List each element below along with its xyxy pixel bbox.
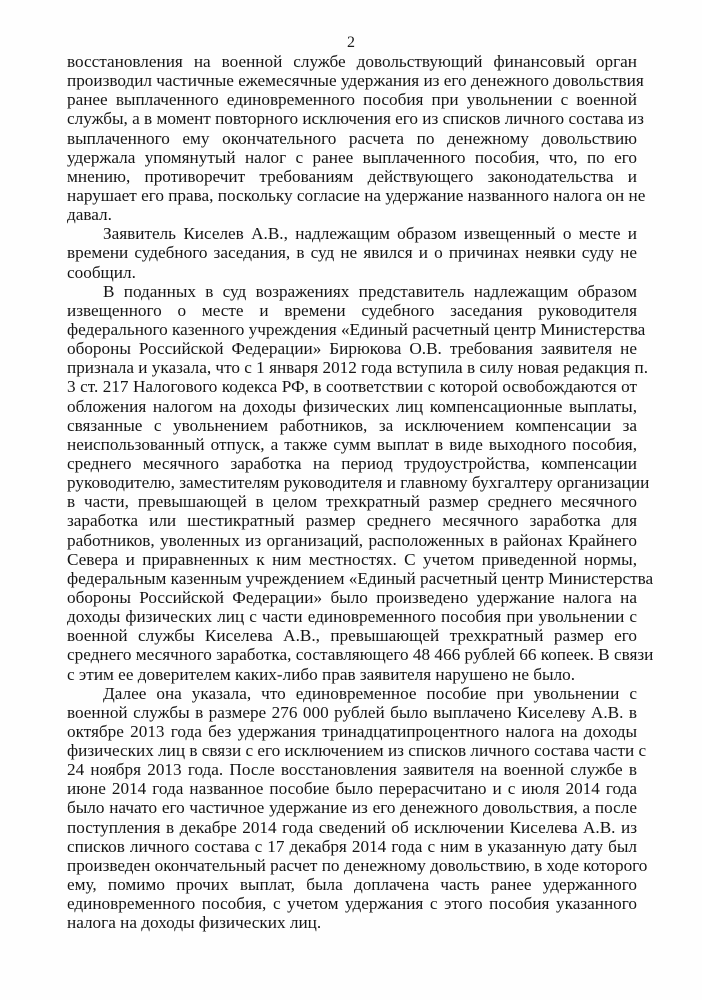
text-line: 3 ст. 217 Налогового кодекса РФ, в соответствии с которой освобождаются от (67, 377, 637, 397)
text-line: федеральным казенным учреждением «Единый расчетный центр Министерства (67, 568, 654, 588)
paragraph (67, 683, 648, 933)
text-line: доходы физических лиц с части единовременного пособия при увольнении с (67, 607, 637, 627)
text-line: обороны Российской Федерации» Бирюкова О.В. требования заявителя не (67, 339, 637, 359)
paragraph (67, 281, 654, 684)
document-body (67, 52, 654, 933)
text-line: Далее она указала, что единовременное пособие при увольнении с (103, 683, 637, 703)
text-line: руководителю, заместителям руководителя и главному бухгалтеру организации (67, 473, 650, 493)
text-line: среднего месячного заработка на период трудоустройства, компенсации (67, 453, 637, 473)
text-line: с этим ее доверителем каких-либо прав заявителя нарушено не было. (67, 664, 576, 684)
text-line: неиспользованный отпуск, а также сумм выплат в виде выходного пособия, (67, 434, 637, 454)
text-line: обороны Российской Федерации» было произведено удержание налога на (67, 587, 637, 607)
text-line: связанные с увольнением работников, за исключением компенсации за (67, 415, 637, 435)
text-line: ранее выплаченного единовременного пособия при увольнении с военной (67, 90, 637, 110)
text-line: Севера и приравненных к ним местностях. С учетом приведенной нормы, (67, 549, 637, 569)
text-line: заработка или шестикратный размер среднего месячного заработка для (67, 511, 637, 531)
text-line: октябре 2013 года без удержания тринадцатипроцентного налога на доходы (67, 721, 637, 741)
text-line: военной службы в размере 276 000 рублей было выплачено Киселеву А.В. в (67, 702, 637, 722)
text-line: произведен окончательный расчет по денежному довольствию, в ходе которого (67, 855, 648, 875)
text-line: производил частичные ежемесячные удержания из его денежного довольствия (67, 71, 644, 91)
text-line: времени судебного заседания, в суд не явился и о причинах неявки суду не (67, 243, 637, 263)
text-line: Заявитель Киселев А.В., надлежащим образом извещенный о месте и (103, 224, 637, 244)
text-line: физических лиц в связи с его исключением из списков личного состава части с (67, 741, 647, 761)
paragraph (67, 52, 646, 225)
text-line: извещенного о месте и времени судебного заседания руководителя (67, 300, 637, 320)
text-line: среднего месячного заработка, составляющего 48 466 рублей 66 копеек. В связи (67, 645, 654, 665)
text-line: В поданных в суд возражениях представитель надлежащим образом (103, 281, 637, 301)
text-line: единовременного пособия, с учетом удержания с этого пособия указанного (67, 894, 637, 914)
text-line: службы, а в момент повторного исключения его из списков личного состава из (67, 109, 644, 129)
text-line: обложения налогом на доходы физических лиц компенсационные выплаты, (67, 396, 637, 416)
text-line: июне 2014 года названное пособие было перерасчитано и с июля 2014 года (67, 779, 637, 799)
paragraph (67, 224, 637, 281)
text-line: военной службы Киселева А.В., превышающей трехкратный размер его (67, 626, 637, 646)
text-line: мнению, противоречит требованиям действующего законодательства и (67, 166, 637, 186)
text-line: федерального казенного учреждения «Единый расчетный центр Министерства (67, 319, 646, 339)
text-line: выплаченного ему окончательного расчета по денежному довольствию (67, 128, 637, 148)
text-line: в части, превышающей в целом трехкратный размер среднего месячного (67, 492, 637, 512)
text-line: признала и указала, что с 1 января 2012 года вступила в силу новая редакция п. (67, 358, 648, 378)
text-line: удержала упомянутый налог с ранее выплаченного пособия, что, по его (67, 147, 637, 167)
text-line: восстановления на военной службе довольствующий финансовый орган (67, 52, 637, 71)
page-number: 2 (347, 34, 355, 51)
text-line: поступления в декабре 2014 года сведений об исключении Киселева А.В. из (67, 817, 637, 837)
text-line: ему, помимо прочих выплат, была доплачена часть ранее удержанного (67, 875, 637, 895)
text-line: налога на доходы физических лиц. (67, 913, 322, 933)
text-line: было начато его частичное удержание из его денежного довольствия, а после (67, 798, 637, 818)
text-line: давал. (67, 205, 112, 225)
text-line: списков личного состава с 17 декабря 2014 года с ним в указанную дату был (67, 836, 637, 856)
text-line: сообщил. (67, 262, 136, 282)
text-line: нарушает его права, поскольку согласие на удержание названного налога он не (67, 185, 646, 205)
text-line: работников, уволенных из организаций, расположенных в районах Крайнего (67, 530, 637, 550)
text-line: 24 ноября 2013 года. После восстановления заявителя на военной службе в (67, 760, 637, 780)
